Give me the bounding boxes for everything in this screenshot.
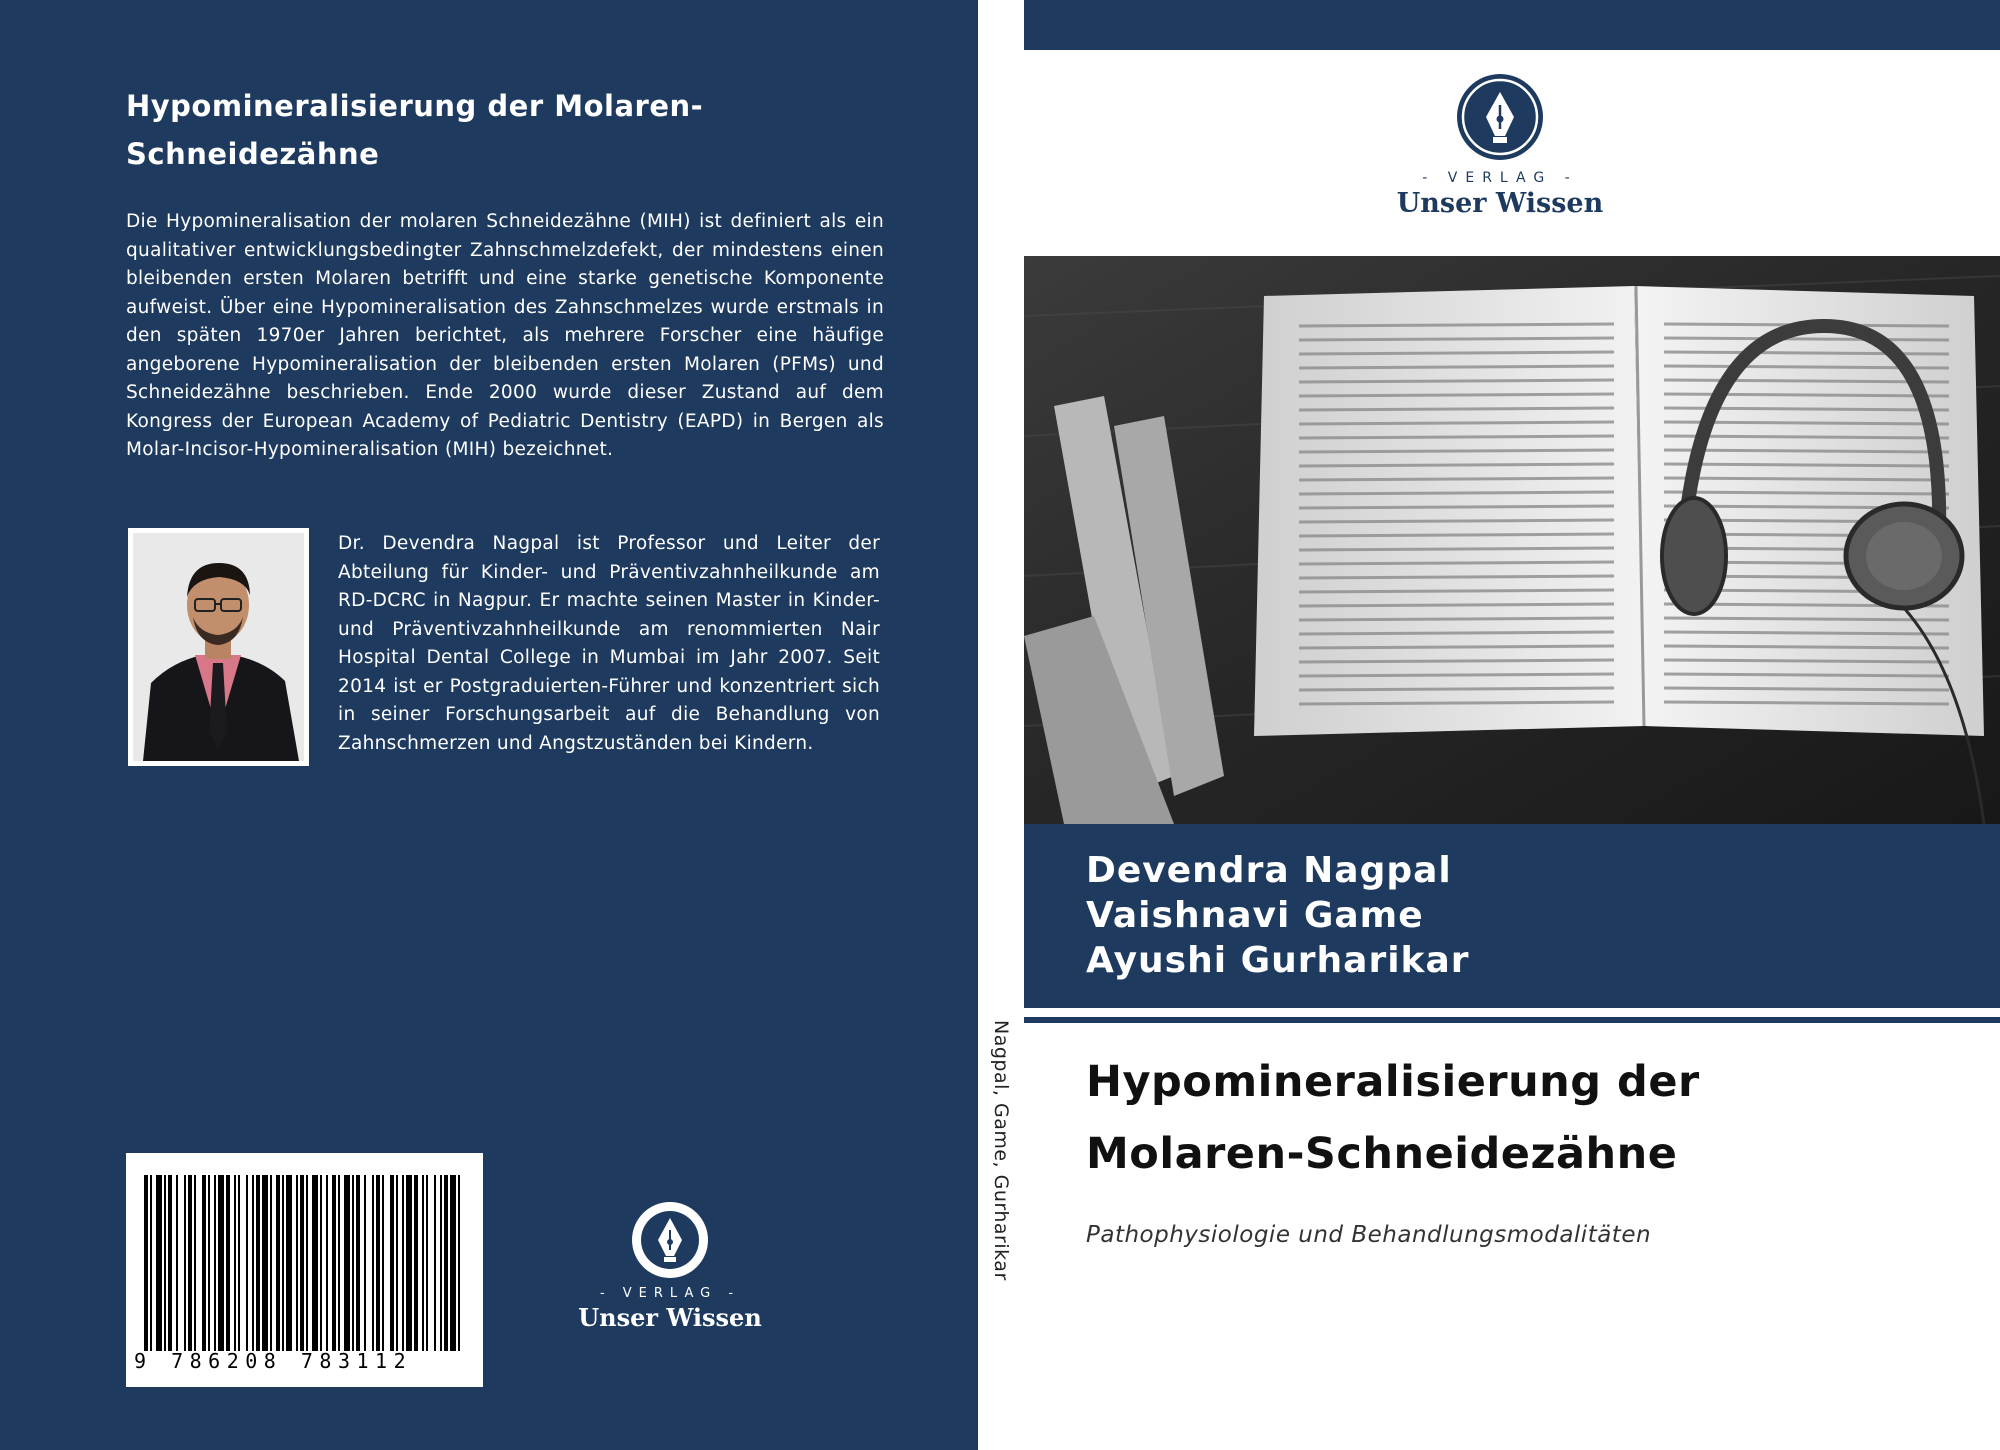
front-logo-brand: Unser Wissen [1396, 188, 1604, 219]
back-publisher-logo [570, 1200, 770, 1332]
front-cover-title [1086, 1046, 1966, 1190]
author-photo [128, 528, 309, 766]
back-cover-title: Hypomineralisierung der Molaren-Schneidezähne [126, 89, 704, 171]
fountain-pen-nib-icon [630, 1200, 710, 1280]
title-line-1: Hypomineralisierung der [1086, 1057, 1700, 1107]
author-name: Vaishnavi Game [1086, 895, 1424, 936]
front-cover [1024, 0, 2000, 1450]
authors-list [1086, 848, 1470, 983]
book-with-headphones-photo [1024, 256, 2000, 824]
title-divider [1024, 1017, 2000, 1023]
fountain-pen-nib-icon [1455, 72, 1545, 162]
barcode-bars [144, 1175, 464, 1351]
front-logo-verlag: - VERLAG - [1422, 170, 1578, 186]
isbn-barcode [126, 1153, 483, 1387]
cover-photo [1024, 256, 2000, 824]
spine-authors: Nagpal, Game, Gurharikar [990, 1020, 1012, 1281]
back-cover [0, 0, 978, 1450]
book-spine [978, 0, 1024, 1450]
author-name: Devendra Nagpal [1086, 850, 1452, 891]
back-logo-verlag: - VERLAG - [599, 1286, 741, 1301]
isbn-digits: 9 786208 783112 [134, 1349, 413, 1373]
title-line-2: Molaren-Schneidezähne [1086, 1129, 1678, 1179]
front-cover-subtitle: Pathophysiologie und Behandlungsmodalitäten [1086, 1222, 1652, 1248]
front-publisher-logo [1374, 72, 1626, 219]
author-name: Ayushi Gurharikar [1086, 940, 1470, 981]
author-portrait-image [133, 533, 304, 761]
author-bio: Dr. Devendra Nagpal ist Professor und Leiter der Abteilung für Kinder- und Präventivzahnheilkunde am RD-DCRC in Nagpur. Er machte seinen Master in Kinder- und Präventivzahnheilkunde am renommierten Nair Hospital Dental College in Mumbai im Jahr 2007. Seit 2014 ist er Postgraduierten-Führer und konzentriert sich in seiner Forschungsarbeit auf die Behandlung von Zahnschmerzen und Angstzuständen bei Kindern. [338, 533, 880, 754]
front-top-bar [1024, 0, 2000, 50]
back-logo-brand: Unser Wissen [578, 1303, 762, 1332]
authors-band [1024, 824, 2000, 1008]
back-cover-blurb: Die Hypomineralisation der molaren Schneidezähne (MIH) ist definiert als ein qualitativer entwicklungsbedingter Zahnschmelzdefekt, der mindestens einen bleibenden ersten Molaren betrifft und eine starke genetische Komponente aufweist. Über eine Hypomineralisation des Zahnschmelzes wurde erstmals in den späten 1970er Jahren berichtet, als mehrere Forscher eine häufige angeborene Hypomineralisation der bleibenden ersten Molaren (PFMs) und Schneidezähne beschrieben. Ende 2000 wurde dieser Zustand auf dem Kongress der European Academy of Pediatric Dentistry (EAPD) in Bergen als Molar-Incisor-Hypomineralisation (MIH) bezeichnet. [126, 211, 884, 460]
